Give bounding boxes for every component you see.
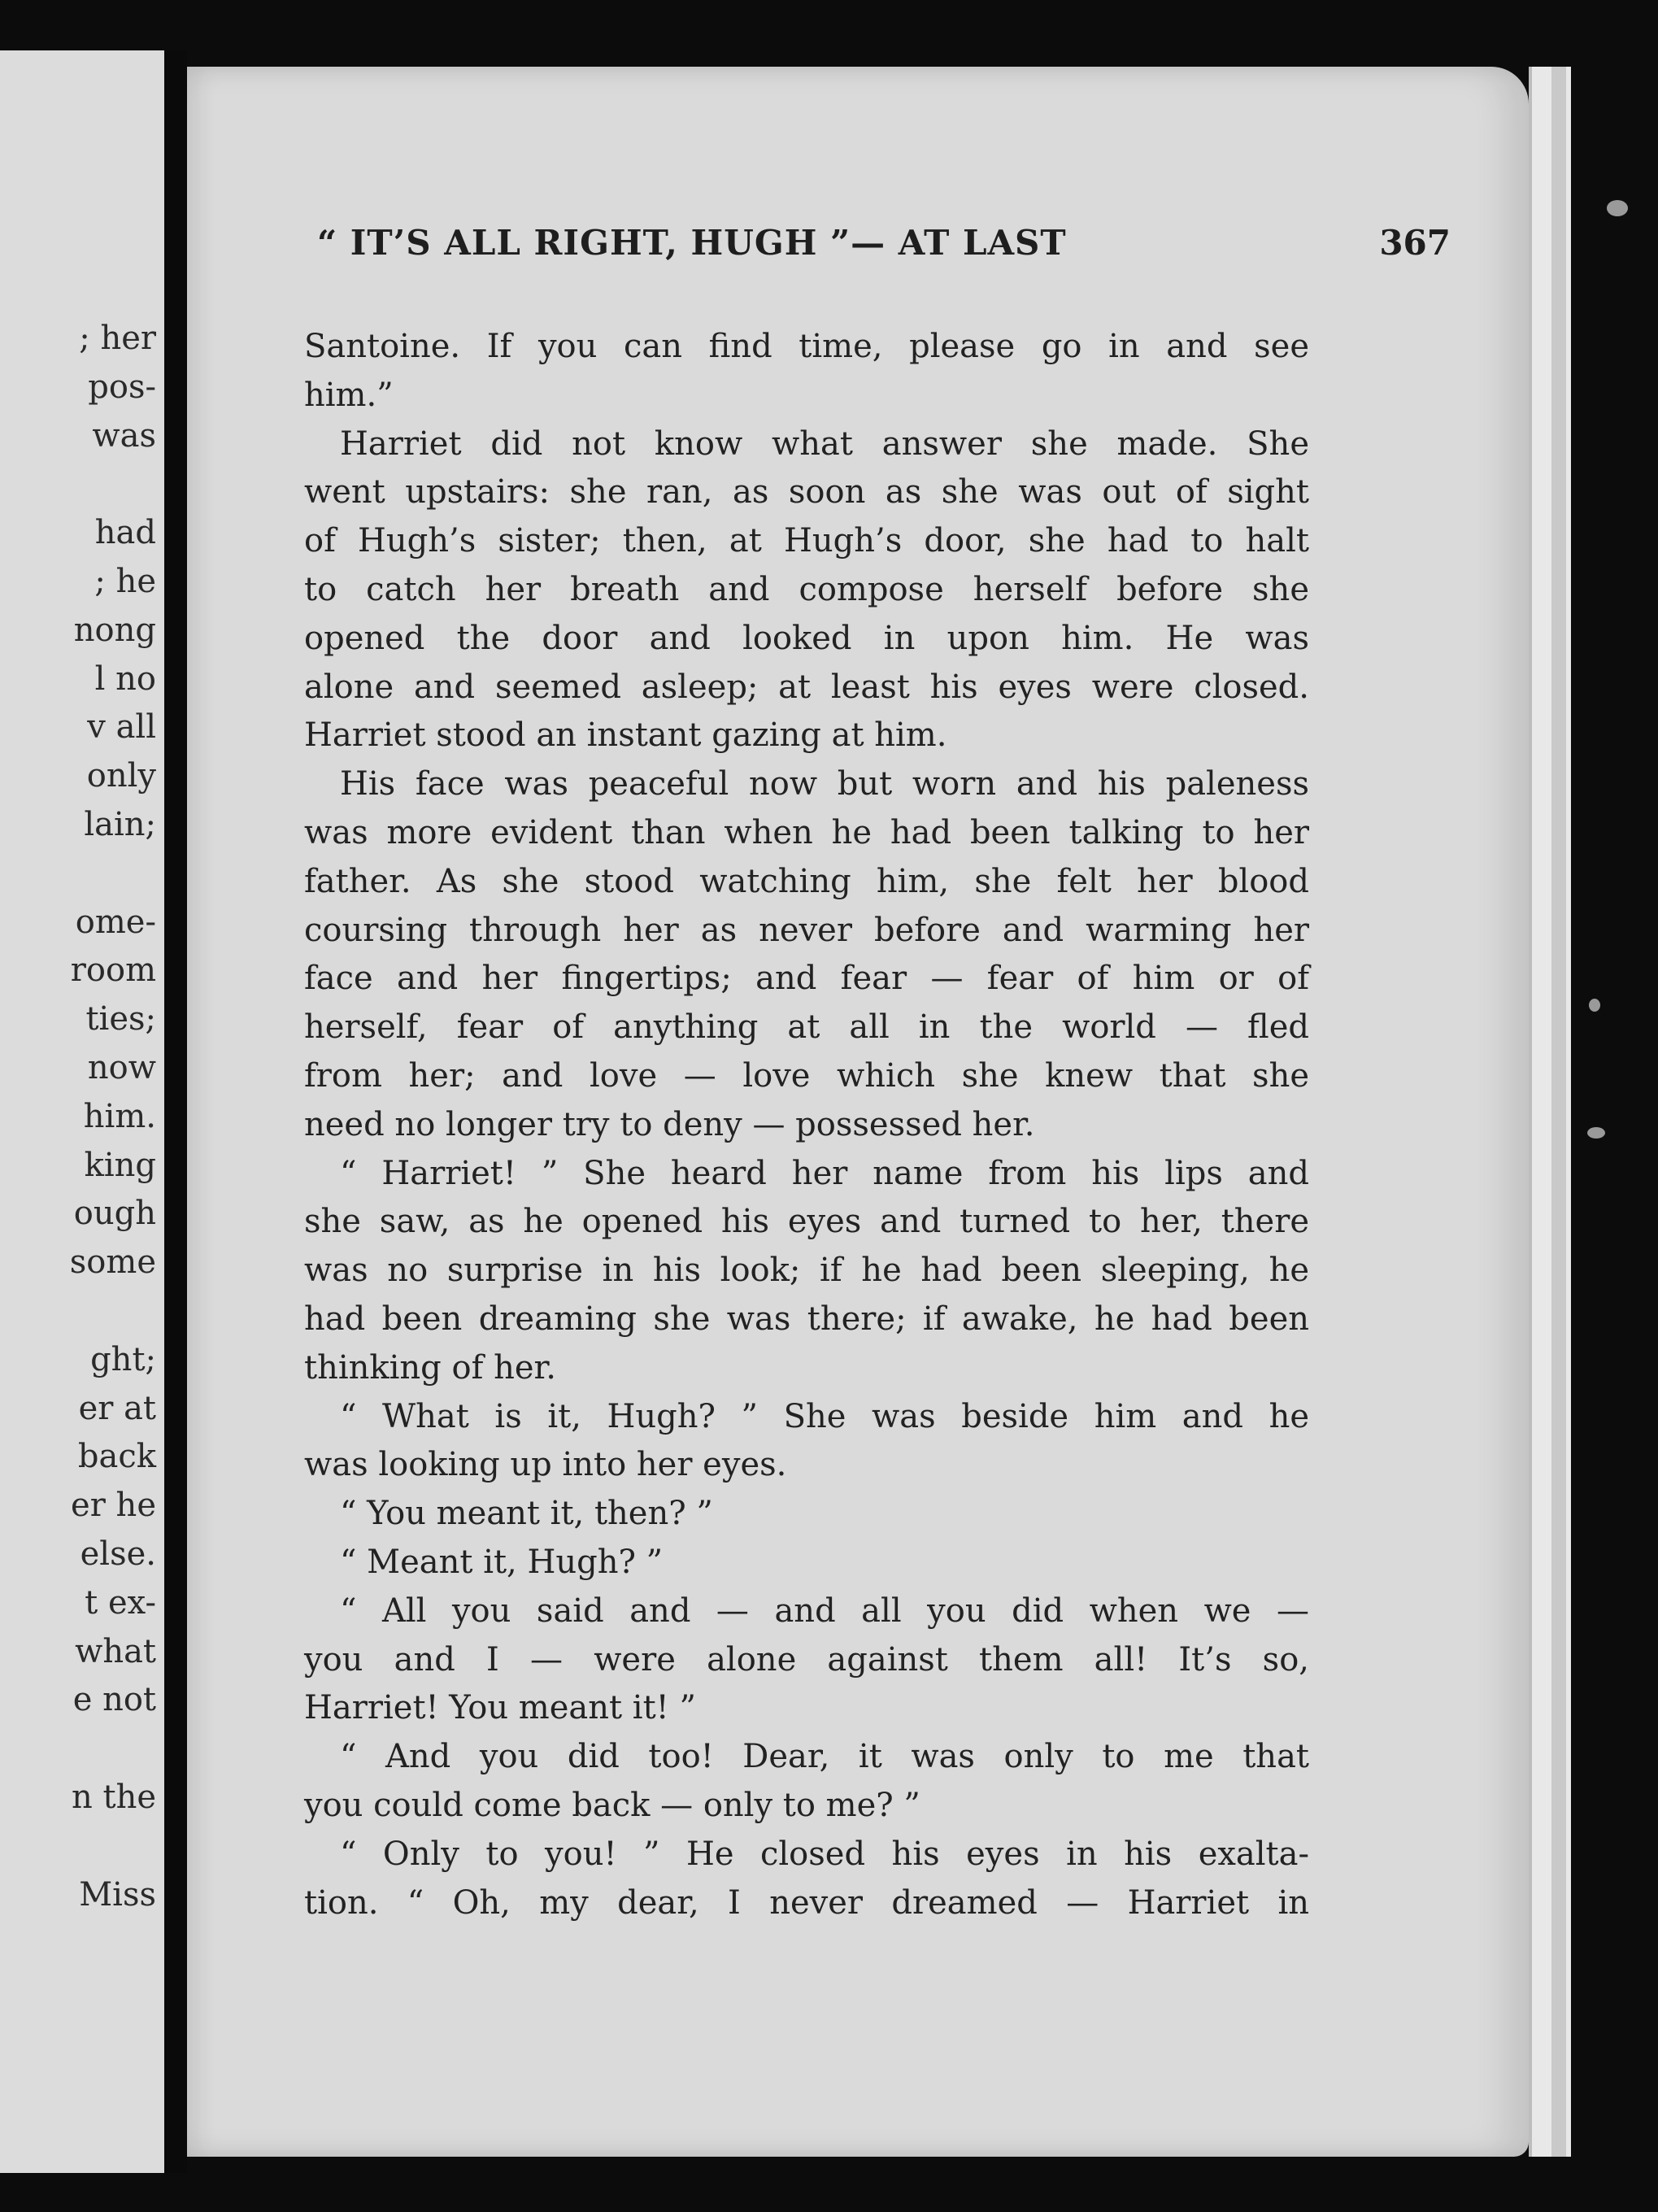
- left-page-line: some: [69, 1243, 156, 1282]
- text-line: “ Harriet! ” She heard her name from his lips and: [340, 1154, 1309, 1192]
- left-page-line: him.: [83, 1097, 156, 1135]
- text-line: from her; and love — love which she knew that she: [304, 1056, 1309, 1095]
- text-line: was more evident than when he had been talking to her: [304, 813, 1309, 851]
- text-line: was looking up into her eyes.: [304, 1446, 787, 1484]
- text-line: “ All you said and — and all you did when we —: [340, 1592, 1309, 1630]
- left-page-line: n the: [72, 1779, 156, 1816]
- text-line: opened the door and looked in upon him. He was: [304, 619, 1309, 657]
- left-page-line: king: [84, 1146, 156, 1184]
- left-page-line: ght;: [90, 1340, 156, 1378]
- left-page-line: pos-: [88, 368, 156, 406]
- left-page-line: what: [75, 1632, 156, 1670]
- text-line: Harriet stood an instant gazing at him.: [304, 716, 947, 755]
- left-page-line: ; he: [94, 563, 156, 600]
- book-gutter: [164, 50, 187, 2173]
- left-page-line: back: [77, 1438, 156, 1476]
- text-line: face and her fingertips; and fear — fear of him or of: [304, 960, 1309, 998]
- text-line: need no longer try to deny — possessed her.: [304, 1105, 1035, 1143]
- text-line: “ You meant it, then? ”: [340, 1495, 713, 1533]
- text-line: “ And you did too! Dear, it was only to me that: [340, 1738, 1309, 1776]
- page-number: 367: [1379, 223, 1451, 263]
- scan-speck: [1607, 200, 1628, 216]
- text-line: Harriet! You meant it! ”: [304, 1689, 696, 1727]
- text-line: him.”: [304, 376, 394, 414]
- text-line: you could come back — only to me? ”: [304, 1786, 920, 1824]
- text-line: you and I — were alone against them all! It’s so,: [304, 1640, 1309, 1679]
- left-page-line: ties;: [85, 1000, 156, 1039]
- left-page-line: ; her: [79, 320, 156, 357]
- text-line: alone and seemed asleep; at least his eyes were closed.: [304, 668, 1309, 706]
- text-line: had been dreaming she was there; if awake, he had been: [304, 1300, 1309, 1338]
- text-line: Santoine. If you can find time, please go in and see: [304, 328, 1309, 365]
- left-facing-page: [0, 50, 164, 2173]
- text-line: to catch her breath and compose herself before she: [304, 570, 1309, 608]
- text-line: Harriet did not know what answer she made. She: [340, 425, 1309, 463]
- text-line: went upstairs: she ran, as soon as she was out of sight: [304, 473, 1309, 512]
- text-line: she saw, as he opened his eyes and turned to her, there: [304, 1203, 1309, 1241]
- page-edge-shadow: [1551, 67, 1566, 2157]
- left-page-line: now: [87, 1049, 156, 1086]
- left-page-line: had: [94, 514, 156, 552]
- left-page-line: else.: [80, 1535, 156, 1573]
- text-line: coursing through her as never before and warming her: [304, 911, 1309, 949]
- left-page-line: ough: [73, 1195, 156, 1233]
- left-page-line: v all: [87, 708, 156, 747]
- text-line: tion. “ Oh, my dear, I never dreamed — Harriet in: [304, 1883, 1309, 1922]
- left-page-line: room: [70, 951, 156, 990]
- left-page-line: er he: [71, 1487, 156, 1525]
- text-line: “ Only to you! ” He closed his eyes in his exalta-: [340, 1835, 1309, 1873]
- text-line: “ Meant it, Hugh? ”: [340, 1543, 664, 1581]
- scan-speck: [1587, 1127, 1605, 1139]
- page-header: [317, 223, 1480, 280]
- left-page-line: only: [86, 757, 156, 795]
- scan-speck: [1589, 999, 1600, 1012]
- text-line: was no surprise in his look; if he had been sleeping, he: [304, 1252, 1309, 1290]
- text-line: father. As she stood watching him, she felt her blood: [304, 862, 1309, 900]
- left-page-line: Miss: [79, 1875, 156, 1914]
- left-page-line: was: [92, 416, 156, 455]
- text-line: “ What is it, Hugh? ” She was beside him and he: [340, 1397, 1309, 1435]
- text-line: of Hugh’s sister; then, at Hugh’s door, she had to halt: [304, 522, 1309, 560]
- book-page: [187, 67, 1529, 2157]
- left-page-line: e not: [72, 1681, 156, 1719]
- left-page-line: ome-: [75, 903, 156, 941]
- left-page-line: l no: [94, 660, 156, 698]
- text-line: His face was peaceful now but worn and his paleness: [340, 765, 1309, 803]
- left-page-line: er at: [78, 1389, 156, 1427]
- running-head: “ IT’S ALL RIGHT, HUGH ”— AT LAST: [317, 223, 1067, 263]
- left-page-line: nong: [73, 611, 156, 649]
- left-page-line: t ex-: [85, 1583, 156, 1622]
- body-text: [304, 323, 1309, 1927]
- left-page-line: lain;: [84, 806, 156, 843]
- text-line: herself, fear of anything at all in the world — fled: [304, 1008, 1309, 1047]
- text-line: thinking of her.: [304, 1348, 556, 1387]
